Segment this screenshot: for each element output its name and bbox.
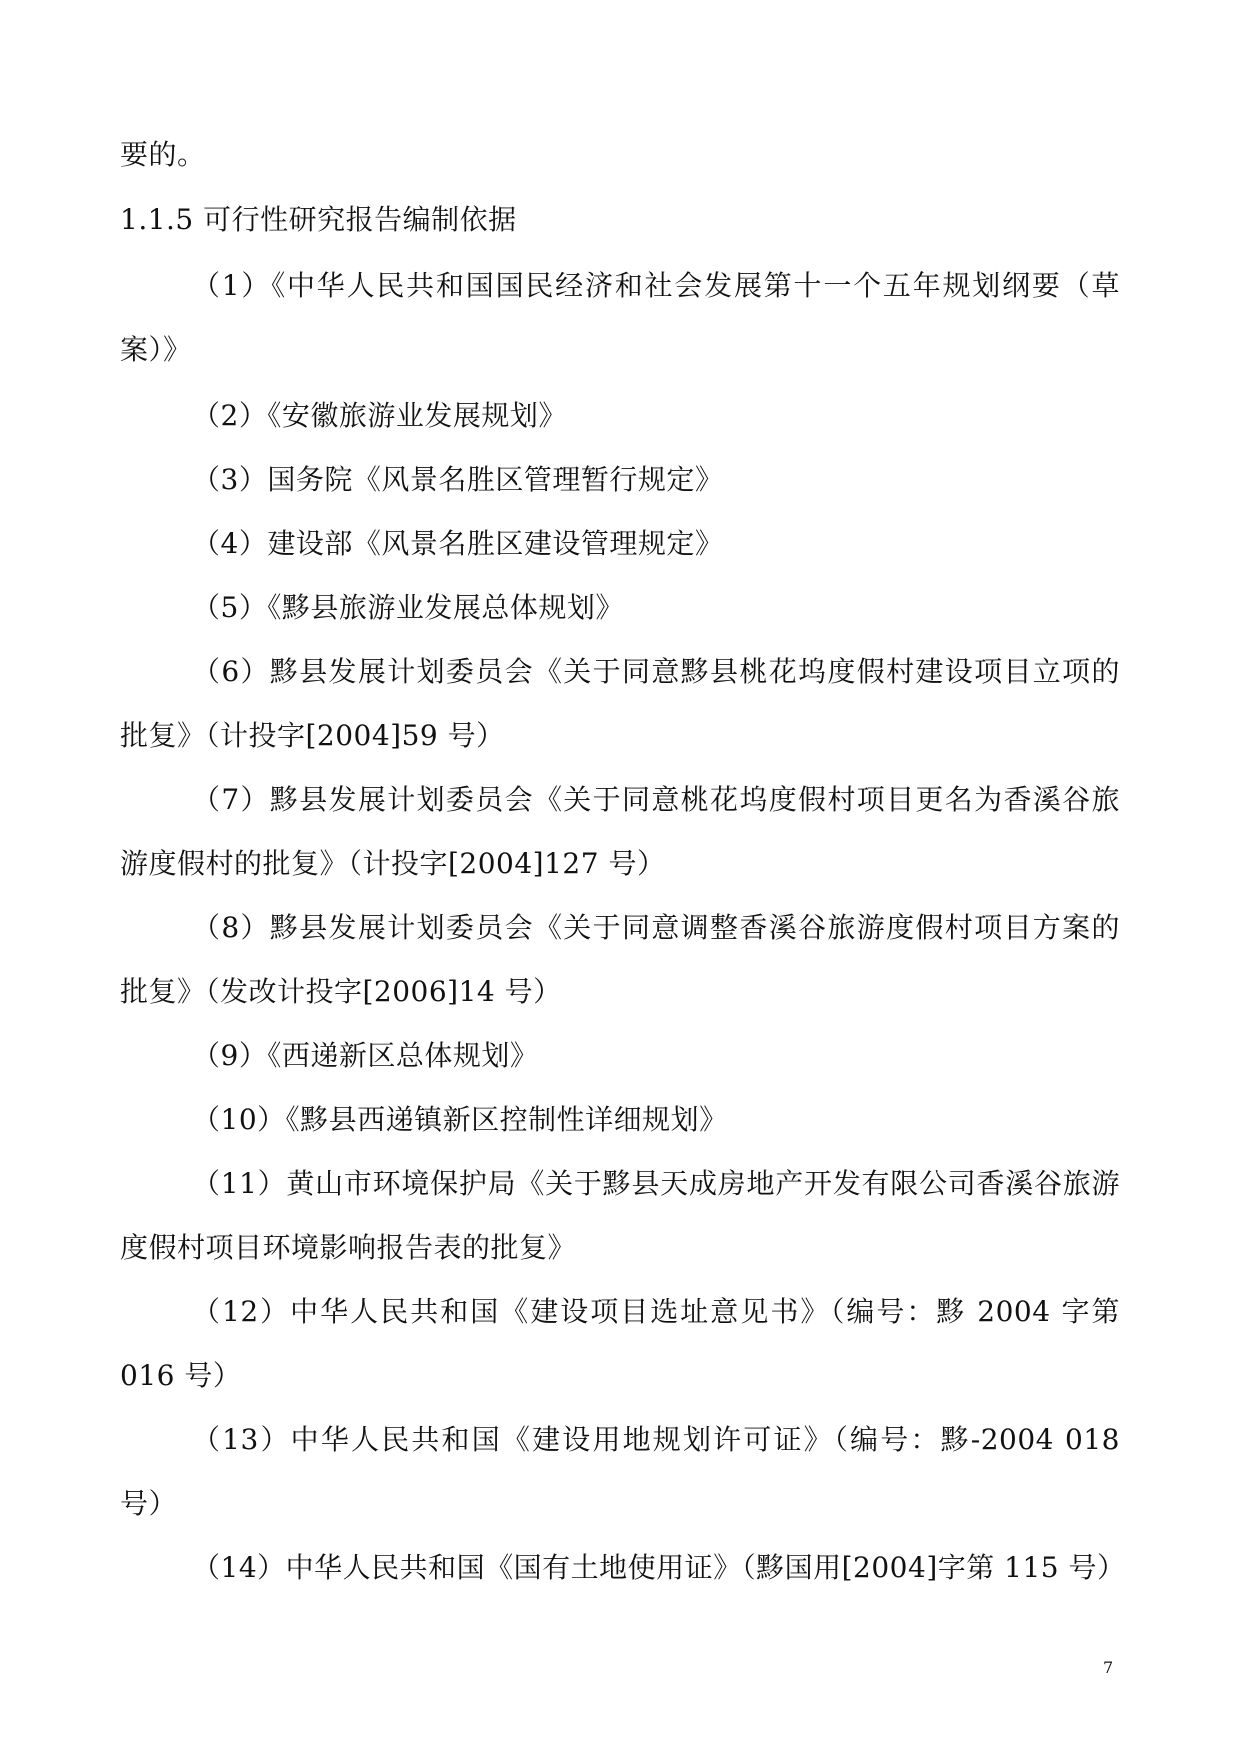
list-item: （14）中华人民共和国《国有土地使用证》（黟国用[2004]字第 115 号） — [192, 1551, 1126, 1584]
list-item: （11）黄山市环境保护局《关于黟县天成房地产开发有限公司香溪谷旅游度假村项目环境影响报告表的批复》 — [120, 1167, 1120, 1264]
list-item: （5）《黟县旅游业发展总体规划》 — [192, 591, 624, 624]
list-item: （3）国务院《风景名胜区管理暂行规定》 — [192, 463, 724, 496]
list-item: （2）《安徽旅游业发展规划》 — [192, 399, 567, 432]
page-number: 7 — [1103, 1658, 1114, 1677]
list-item: （8）黟县发展计划委员会《关于同意调整香溪谷旅游度假村项目方案的批复》（发改计投字[2006]14 号） — [120, 911, 1120, 1008]
list-item: （13）中华人民共和国《建设用地规划许可证》（编号：黟-2004 018 号） — [120, 1423, 1120, 1520]
list-item: （1）《中华人民共和国国民经济和社会发展第十一个五年规划纲要（草案）》 — [120, 269, 1120, 366]
section-heading: 1.1.5 可行性研究报告编制依据 — [120, 203, 517, 236]
continuation-text: 要的。 — [120, 138, 206, 171]
list-item: （6）黟县发展计划委员会《关于同意黟县桃花坞度假村建设项目立项的批复》（计投字[2004]59 号） — [120, 655, 1120, 752]
list-item: （4）建设部《风景名胜区建设管理规定》 — [192, 527, 724, 560]
list-item: （10）《黟县西递镇新区控制性详细规划》 — [192, 1103, 728, 1136]
list-item: （9）《西递新区总体规划》 — [192, 1039, 539, 1072]
list-item: （12）中华人民共和国《建设项目选址意见书》（编号：黟 2004 字第 016 号） — [120, 1295, 1120, 1392]
list-item: （7）黟县发展计划委员会《关于同意桃花坞度假村项目更名为香溪谷旅游度假村的批复》（计投字[2004]127 号） — [120, 783, 1120, 880]
